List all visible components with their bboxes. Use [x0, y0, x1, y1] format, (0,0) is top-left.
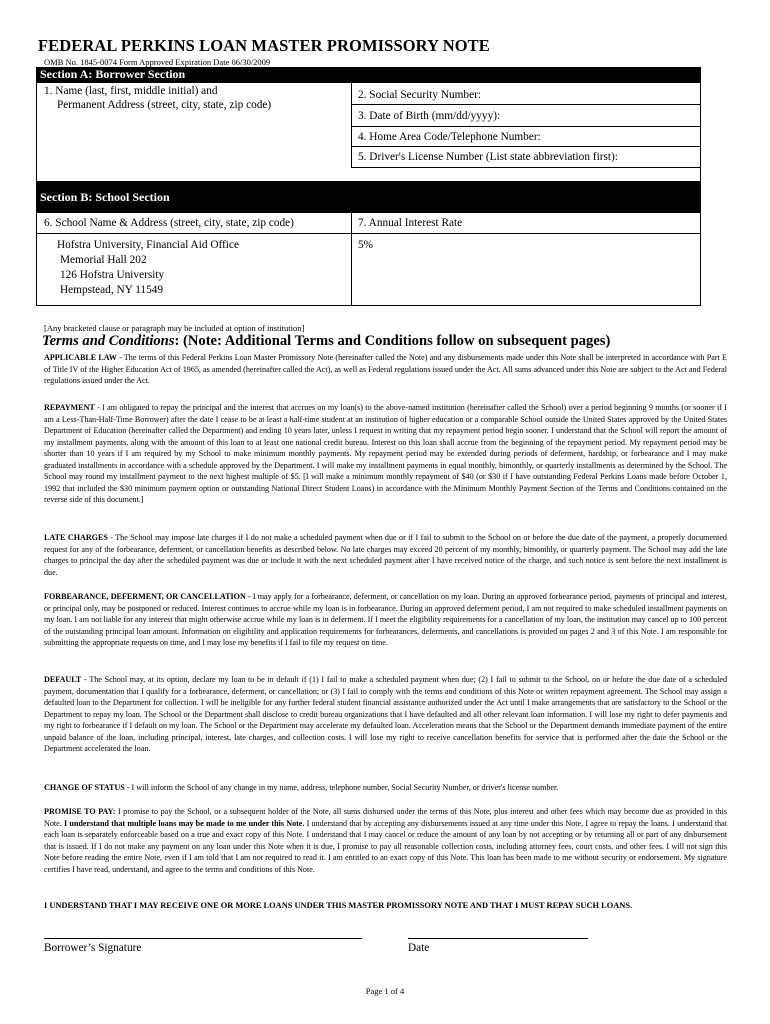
section-a-heading: Section A: Borrower Section — [36, 67, 701, 82]
terms-heading — [42, 333, 610, 350]
paragraph-text: I promise to pay the School, or a subsequent holder of the Note, all sums disbursed under the terms of this Note, plus interest and other fees which may become due as provided in this Note. — [44, 807, 727, 828]
late-charges-paragraph — [44, 532, 727, 578]
paragraph-text: - I may apply for a forbearance, deferment, or cancellation on my loan. During an approved forbearance period, payments of principal and interest, or principal only, may be postponed or reduced. Interest continues to accrue while my loan is in forbearance. During an approved deferment period, I am not required to make scheduled installment payments on my loan. I am not liable for any interest that might otherwise accrue while my loan is in deferment. If I meet the eligibility requirements for a cancellation of my loan, the institution may cancel up to 100 percent of the outstanding principal loan amount. Information on eligibility and application requirements for forbearances, deferments, and cancellations is provided on pages 2 and 3 of this Note. I am responsible for submitting the appropriate requests on time, and I may lose my benefits if I fail to file my request on time. — [44, 592, 727, 647]
default-paragraph — [44, 674, 727, 755]
dob-field-label[interactable]: 3. Date of Birth (mm/dd/yyyy): — [358, 110, 501, 122]
section-a-row-line — [351, 167, 701, 168]
paragraph-bold-text: I understand that multiple loans may be made to me under this Note. — [64, 818, 305, 828]
applicable-law-paragraph — [44, 352, 727, 387]
section-b-divider — [351, 212, 352, 306]
paragraph-text: - I will inform the School of any change in my name, address, telephone number, Social Security Number, or driver's license number. — [124, 783, 559, 792]
borrower-signature-label: Borrower’s Signature — [44, 942, 142, 954]
paragraph-title: LATE CHARGES — [44, 533, 108, 542]
interest-rate-value: 5% — [358, 239, 374, 251]
school-address-line: Memorial Hall 202 — [60, 254, 147, 266]
terms-heading-italic: Terms and Conditions — [42, 333, 175, 349]
date-line[interactable] — [408, 938, 588, 939]
repayment-paragraph — [44, 402, 727, 506]
omb-line: OMB No. 1845-0074 Form Approved Expiration Date 06/30/2009 — [44, 57, 271, 67]
school-address-line: 126 Hofstra University — [60, 269, 165, 281]
paragraph-title: DEFAULT — [44, 675, 82, 684]
paragraph-text: - I am obligated to repay the principal and the interest that accrues on my loan(s) to the above-named institution (hereinafter called the School) over a period beginning 9 months (or sooner if I am a Less-Than-Half-Time Borrower) after the date I cease to be at least a half-time student at an institution of higher education or a comparable School outside the United States approved by the United States Department of Education (hereinafter called the Department) and ending 10 years later, unless I request in writing that my repayment period begin sooner. I understand that the School will report the amount of my installment payments, along with the amount of this loan to at least one national credit bureau. Interest on this loan shall accrue from the beginning of the repayment period. My repayment period may be shorter than 10 years if I am required by my School to make minimum monthly payments. My repayment period may be extended during periods of deferment, hardship, or forbearance and I may make graduated installments in accordance with a schedule approved by the Department. I will make my installment payments in equal monthly, bimonthly, or quarterly installments as determined by the School. The School may round my installment payment to the next highest multiple of $5. [I will make a minimum monthly repayment of $40 (or $30 if I have outstanding Federal Perkins Loans made before October 1, 1992 that included the $30 minimum payment option or outstanding National Direct Student Loans) in accordance with the Minimum Monthly Payment Section of the Terms and Conditions contained on the reverse side of this document.] — [44, 403, 727, 504]
paragraph-title: FORBEARANCE, DEFERMENT, OR CANCELLATION — [44, 592, 246, 601]
document-title: FEDERAL PERKINS LOAN MASTER PROMISSORY NOTE — [38, 36, 490, 55]
section-a-divider — [351, 82, 352, 167]
section-a-row-line — [351, 104, 701, 105]
paragraph-text: - The terms of this Federal Perkins Loan Master Promissory Note (hereinafter called the Note) and any disbursements made under this Note shall be interpreted in accordance with Part E of Title IV of the Higher Education Act of 1965, as amended (hereinafter called the Act), as well as Federal regulations issued under the Act. All sums advanced under this Note are subject to the Act and Federal regulations issued under the Act. — [44, 353, 727, 385]
phone-field-label[interactable]: 4. Home Area Code/Telephone Number: — [358, 131, 541, 143]
section-a-row-line — [351, 126, 701, 127]
terms-heading-rest: : (Note: Additional Terms and Conditions follow on subsequent pages) — [174, 333, 611, 349]
paragraph-title: REPAYMENT — [44, 403, 95, 412]
paragraph-title: APPLICABLE LAW — [44, 353, 117, 362]
permanent-address-label[interactable]: Permanent Address (street, city, state, zip code) — [57, 99, 272, 111]
paragraph-title: PROMISE TO PAY: — [44, 807, 116, 816]
section-b-header-line — [36, 233, 701, 234]
school-name-field-label: 6. School Name & Address (street, city, state, zip code) — [44, 217, 294, 229]
section-b-heading: Section B: School Section — [36, 182, 701, 212]
paragraph-title: CHANGE OF STATUS — [44, 783, 125, 792]
ssn-field-label[interactable]: 2. Social Security Number: — [358, 89, 481, 101]
name-address-field-label[interactable]: 1. Name (last, first, middle initial) and — [44, 85, 218, 97]
school-address-line: Hofstra University, Financial Aid Office — [57, 239, 239, 251]
interest-rate-field-label: 7. Annual Interest Rate — [358, 217, 463, 229]
page-number: Page 1 of 4 — [365, 986, 405, 996]
paragraph-text: - The School may impose late charges if I do not make a scheduled payment when due or if I fail to submit to the School on or before the due date of the payment, a properly documented request for any of the forbearance, deferment, or cancellation benefits as described below. No late charges may exceed 20 percent of my monthly, bimonthly, or quarterly payment. The School may add the late charges to principal the day after the scheduled payment was due or include it with the next scheduled payment after I have received notice of the charge, and such notice is sent before the next installment is due. — [44, 533, 727, 577]
borrower-signature-line[interactable] — [44, 938, 362, 939]
date-label: Date — [408, 942, 430, 954]
paragraph-text: - The School may, at its option, declare my loan to be in default if (1) I fail to make a scheduled payment when due; (2) I fail to submit to the School, on or before the due date of a scheduled payment, documentation that I qualify for a forbearance, deferment, or cancellation; or (3) I fail to comply with the terms and conditions of this Note or written repayment agreement. The School may assign a defaulted loan to the Department for collection. I will be ineligible for any further federal student financial assistance authorized under the Act until I make arrangements that are satisfactory to the School or the Department to repay my loan. The School or the Department shall disclose to credit bureau organizations that I have defaulted and all other relevant loan information. I will lose my right to defer payments and my right to forbearance if I default on my loan. The School or the Department may accelerate my defaulted loan. Acceleration means that the School or the Department demands immediate payment of the entire unpaid balance of the loan, including principal, interest, late charges, and collection costs. I will lose my right to receive cancellation benefits for service that is performed after the date the School or the Department accelerated the loan. — [44, 675, 727, 753]
drivers-license-field-label[interactable]: 5. Driver's License Number (List state abbreviation first): — [358, 151, 618, 163]
school-address-line: Hempstead, NY 11549 — [60, 284, 164, 296]
change-of-status-paragraph — [44, 782, 727, 794]
promise-to-pay-paragraph — [44, 806, 727, 875]
bracket-note: [Any bracketed clause or paragraph may be included at option of institution] — [44, 323, 305, 333]
acknowledgement-statement: I UNDERSTAND THAT I MAY RECEIVE ONE OR MORE LOANS UNDER THIS MASTER PROMISSORY NOTE AND THAT I MUST REPAY SUCH LOANS. — [44, 901, 633, 910]
forbearance-paragraph — [44, 591, 727, 649]
section-a-row-line — [351, 146, 701, 147]
paragraph-text: I understand that by accepting any disbursements issued at any time under this Note, I agree to repay the loans. I understand that each loan is separately enforceable based on a true and exact copy of this Note. I understand that I may cancel or reduce the amount of any loan by not accepting or by returning all or part of any disbursement that is issued. If I do not make any payment on any loan under this Note when it is due, I promise to pay all reasonable collection costs, including attorney fees, court costs, and other fees. I will not sign this Note before reading the entire Note, even if I am told that I am not required to read it. I am entitled to an exact copy of this Note. This loan has been made to me without security or endorsement. My signature certifies I have read, understand, and agree to the terms and conditions of this Note. — [44, 818, 728, 874]
